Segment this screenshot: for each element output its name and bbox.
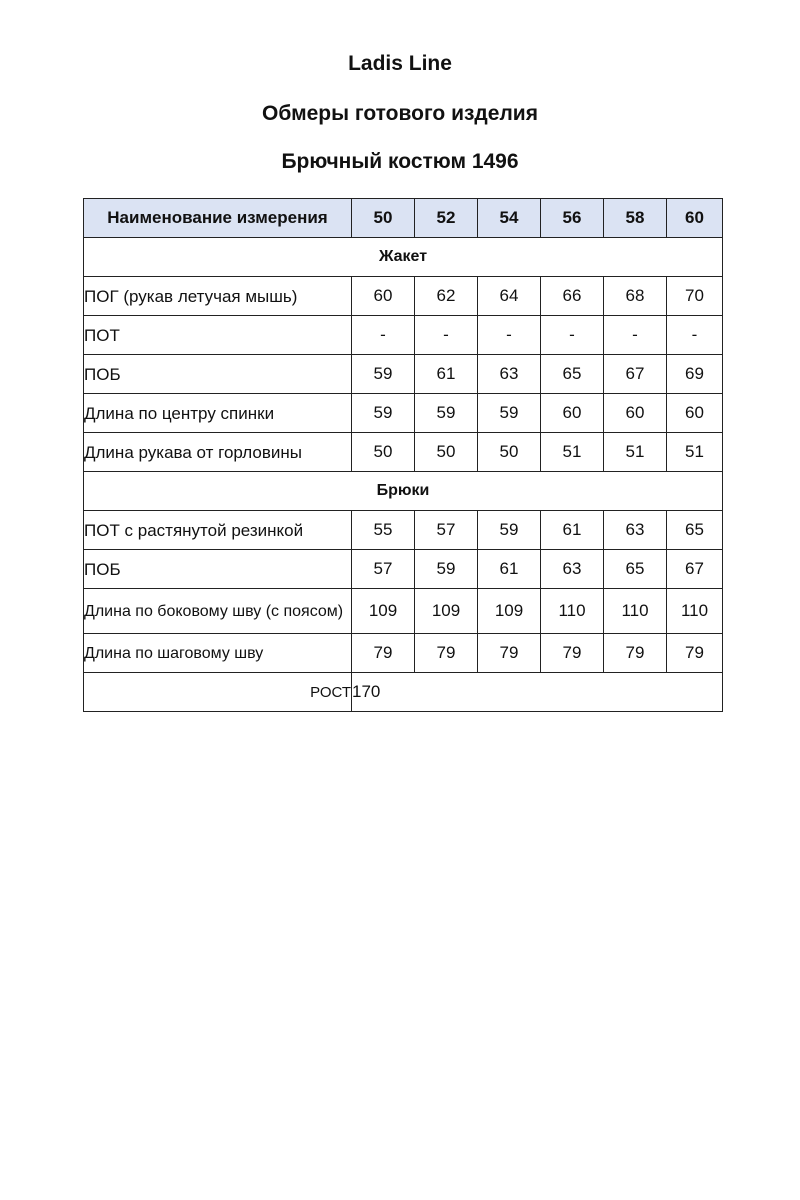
column-header-size: 60 xyxy=(667,199,723,238)
section-row xyxy=(84,472,723,511)
cell-value: 50 xyxy=(352,433,415,472)
document-subtitle: Обмеры готового изделия xyxy=(262,102,538,125)
table-row xyxy=(84,394,723,433)
cell-value: 51 xyxy=(667,433,723,472)
cell-value: 55 xyxy=(352,511,415,550)
height-value: 170 xyxy=(352,673,723,712)
cell-value: 59 xyxy=(478,511,541,550)
row-label: Длина по шаговому шву xyxy=(84,634,352,673)
cell-value: 68 xyxy=(604,277,667,316)
cell-value: 61 xyxy=(478,550,541,589)
column-header-size: 58 xyxy=(604,199,667,238)
cell-value: 63 xyxy=(478,355,541,394)
section-title-trousers: Брюки xyxy=(84,472,723,511)
cell-value: 59 xyxy=(352,355,415,394)
table-header-row xyxy=(84,199,723,238)
measurements-table xyxy=(83,198,723,712)
cell-value: 50 xyxy=(415,433,478,472)
section-row xyxy=(84,238,723,277)
column-header-name: Наименование измерения xyxy=(84,199,352,238)
cell-value: 79 xyxy=(667,634,723,673)
cell-value: 61 xyxy=(541,511,604,550)
cell-value: 59 xyxy=(478,394,541,433)
cell-value: - xyxy=(667,316,723,355)
table-row xyxy=(84,511,723,550)
column-header-size: 50 xyxy=(352,199,415,238)
cell-value: 59 xyxy=(415,394,478,433)
cell-value: 64 xyxy=(478,277,541,316)
cell-value: 79 xyxy=(352,634,415,673)
table-row xyxy=(84,589,723,634)
cell-value: 65 xyxy=(604,550,667,589)
cell-value: 59 xyxy=(352,394,415,433)
row-label: Длина по центру спинки xyxy=(84,394,352,433)
cell-value: 57 xyxy=(415,511,478,550)
cell-value: 60 xyxy=(352,277,415,316)
table-row xyxy=(84,433,723,472)
column-header-size: 52 xyxy=(415,199,478,238)
table-row xyxy=(84,550,723,589)
cell-value: 51 xyxy=(541,433,604,472)
cell-value: 110 xyxy=(667,589,723,634)
cell-value: 63 xyxy=(541,550,604,589)
cell-value: 110 xyxy=(541,589,604,634)
cell-value: 79 xyxy=(478,634,541,673)
cell-value: 65 xyxy=(667,511,723,550)
row-label: ПОГ (рукав летучая мышь) xyxy=(84,277,352,316)
height-label: РОСТ xyxy=(84,673,352,712)
cell-value: 109 xyxy=(478,589,541,634)
cell-value: - xyxy=(352,316,415,355)
cell-value: 70 xyxy=(667,277,723,316)
row-label: ПОТ xyxy=(84,316,352,355)
height-row xyxy=(84,673,723,712)
cell-value: 79 xyxy=(415,634,478,673)
cell-value: 62 xyxy=(415,277,478,316)
cell-value: 109 xyxy=(415,589,478,634)
cell-value: 63 xyxy=(604,511,667,550)
row-label: Длина по боковому шву (с поясом) xyxy=(84,589,352,634)
column-header-size: 54 xyxy=(478,199,541,238)
cell-value: 110 xyxy=(604,589,667,634)
cell-value: - xyxy=(604,316,667,355)
cell-value: 59 xyxy=(415,550,478,589)
section-title-jacket: Жакет xyxy=(84,238,723,277)
cell-value: 60 xyxy=(541,394,604,433)
cell-value: 66 xyxy=(541,277,604,316)
table-row xyxy=(84,355,723,394)
product-title: Брючный костюм 1496 xyxy=(281,150,519,173)
row-label: Длина рукава от горловины xyxy=(84,433,352,472)
table-row xyxy=(84,316,723,355)
cell-value: 67 xyxy=(604,355,667,394)
cell-value: 69 xyxy=(667,355,723,394)
cell-value: 60 xyxy=(604,394,667,433)
cell-value: 65 xyxy=(541,355,604,394)
table-row xyxy=(84,277,723,316)
cell-value: 79 xyxy=(541,634,604,673)
column-header-size: 56 xyxy=(541,199,604,238)
cell-value: 67 xyxy=(667,550,723,589)
row-label: ПОБ xyxy=(84,550,352,589)
cell-value: - xyxy=(415,316,478,355)
row-label: ПОТ с растянутой резинкой xyxy=(84,511,352,550)
cell-value: 109 xyxy=(352,589,415,634)
cell-value: 50 xyxy=(478,433,541,472)
cell-value: 60 xyxy=(667,394,723,433)
cell-value: - xyxy=(478,316,541,355)
cell-value: 51 xyxy=(604,433,667,472)
cell-value: 61 xyxy=(415,355,478,394)
cell-value: 79 xyxy=(604,634,667,673)
brand-title: Ladis Line xyxy=(348,52,452,75)
cell-value: 57 xyxy=(352,550,415,589)
cell-value: - xyxy=(541,316,604,355)
row-label: ПОБ xyxy=(84,355,352,394)
table-row xyxy=(84,634,723,673)
